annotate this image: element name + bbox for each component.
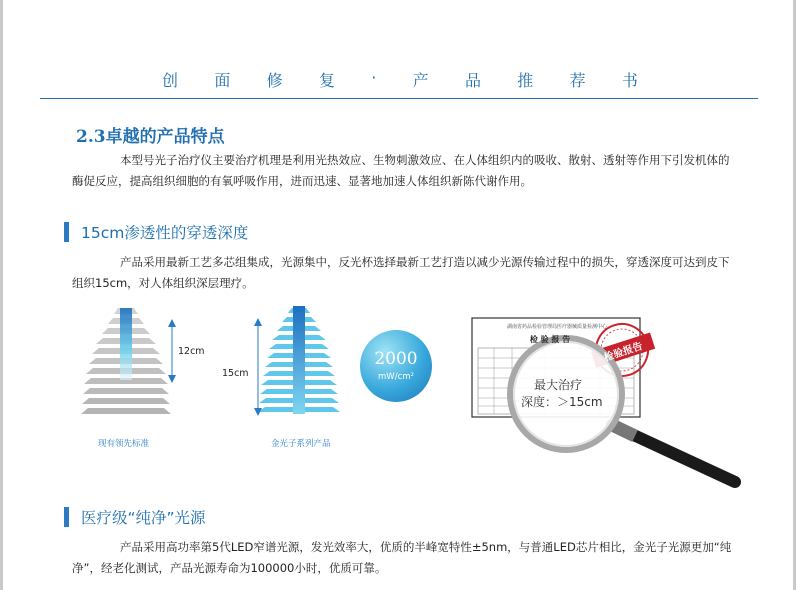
light-source-text: 产品采用高功率第5代LED窄谱光源，发光效率大，优质的半峰宽特性±5nm，与普通LED芯片相比，金光子光源更加“纯净”，经老化测试，产品光源寿命为100000小时，优质可靠。 xyxy=(72,540,732,575)
magnified-text-line1: 最大治疗 xyxy=(534,378,583,392)
light-source-paragraph xyxy=(72,537,732,579)
header-char: 书 xyxy=(621,71,638,90)
product-layer-stack xyxy=(258,306,340,414)
header-char: · xyxy=(371,68,377,87)
section-title: 2.3卓越的产品特点 xyxy=(76,127,225,147)
left-depth-label: 12cm xyxy=(178,346,205,357)
light-source-heading xyxy=(64,506,206,528)
header-char: 修 xyxy=(266,71,283,90)
intro-text: 本型号光子治疗仪主要治疗机理是利用光热效应、生物刺激效应、在人体组织内的吸收、散射、透射等作用下引发机体的酶促反应，提高组织细胞的有氧呼吸作用，进而迅速、显著地加速人体组织新陈代谢作用。 xyxy=(72,153,730,188)
heading-marker xyxy=(64,507,69,527)
header-char: 荐 xyxy=(569,71,586,90)
header-char: 创 xyxy=(162,71,179,90)
penetration-text: 产品采用最新工艺多芯组集成，光源集中，反光杯选择最新工艺打造以减少光源传输过程中的损失，穿透深度可达到皮下组织15cm，对人体组织深层理疗。 xyxy=(72,255,730,290)
standard-layer-stack xyxy=(81,308,171,414)
light-source-title: 医疗级“纯净”光源 xyxy=(81,509,206,527)
header-char: 面 xyxy=(214,71,231,90)
standard-caption: 现有领先标准 xyxy=(98,439,150,449)
magnified-text-line2: 深度：＞15cm xyxy=(521,395,603,409)
header-char: 产 xyxy=(412,71,429,90)
report-header: 湖南省药品检验管理局医疗器械质量检测中心 xyxy=(506,324,607,330)
right-depth-label: 15cm xyxy=(222,368,249,379)
report-title: 检 验 报 告 xyxy=(529,335,571,344)
header-char: 推 xyxy=(517,71,534,90)
power-density-badge xyxy=(360,330,432,402)
header-char: 复 xyxy=(318,71,335,90)
badge-unit: mW/cm² xyxy=(378,372,414,382)
product-caption: 金光子系列产品 xyxy=(271,439,331,449)
stamp-text: 检验报告 xyxy=(602,341,645,364)
penetration-title: 15cm渗透性的穿透深度 xyxy=(81,224,249,242)
badge-value: 2000 xyxy=(374,349,418,369)
header-char: 品 xyxy=(464,71,481,90)
